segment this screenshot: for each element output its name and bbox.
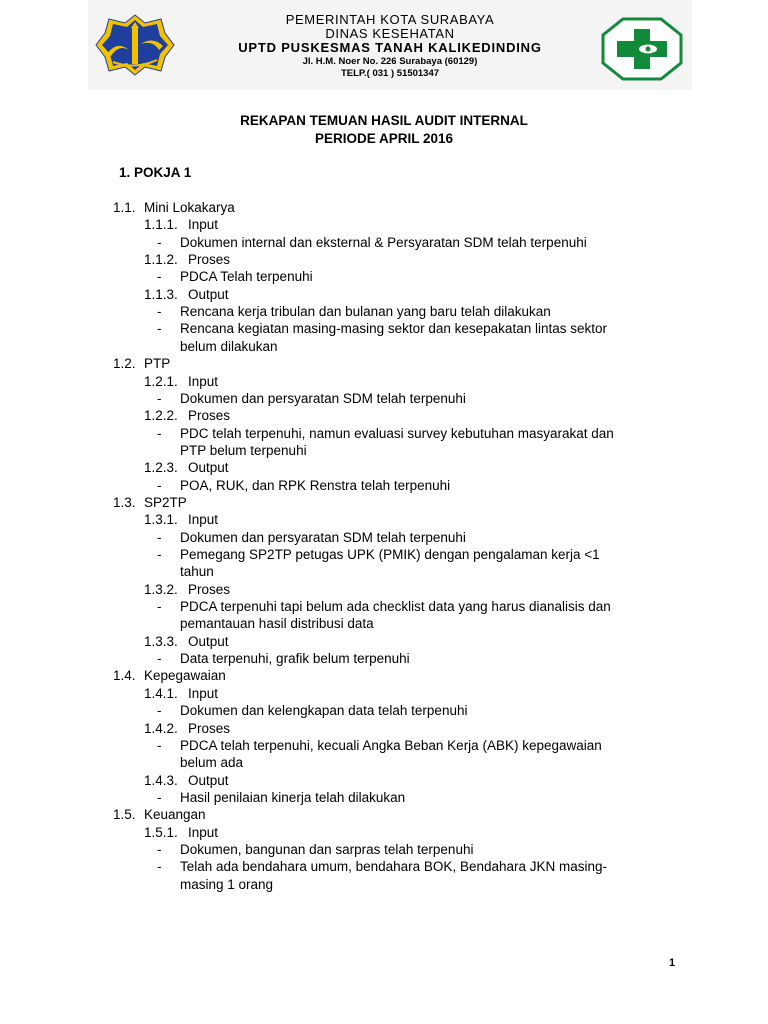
finding-text: PDC telah terpenuhi, namun evaluasi survey kebutuhan masyarakat dan bbox=[180, 426, 614, 441]
bullet-dash: - bbox=[157, 530, 162, 545]
item-heading: SP2TP bbox=[144, 495, 187, 510]
finding-text: belum dilakukan bbox=[180, 339, 278, 354]
finding-text: Rencana kegiatan masing-masing sektor dan kesepakatan lintas sektor bbox=[180, 321, 607, 336]
finding-text: Telah ada bendahara umum, bendahara BOK, Bendahara JKN masing- bbox=[180, 859, 608, 874]
item-number: 1.2.3. bbox=[144, 460, 178, 475]
bullet-dash: - bbox=[157, 547, 162, 562]
item-number: 1.2.2. bbox=[144, 408, 178, 423]
item-number: 1.2.1. bbox=[144, 374, 178, 389]
finding-text: Dokumen internal dan eksternal & Persyaratan SDM telah terpenuhi bbox=[180, 235, 587, 250]
bullet-dash: - bbox=[157, 304, 162, 319]
finding-text: tahun bbox=[180, 564, 214, 579]
finding-text: Data terpenuhi, grafik belum terpenuhi bbox=[180, 651, 410, 666]
section-heading: 1. POKJA 1 bbox=[119, 165, 192, 180]
item-heading: Proses bbox=[188, 582, 231, 597]
bullet-dash: - bbox=[157, 738, 162, 753]
bullet-dash: - bbox=[157, 703, 162, 718]
item-heading: Proses bbox=[188, 252, 231, 267]
finding-text: Dokumen, bangunan dan sarpras telah terpenuhi bbox=[180, 842, 474, 857]
city-crest-icon bbox=[95, 14, 175, 76]
medical-cross-icon bbox=[601, 17, 683, 81]
item-number: 1.1.2. bbox=[144, 252, 178, 267]
item-number: 1.3.1. bbox=[144, 512, 178, 527]
bullet-dash: - bbox=[157, 651, 162, 666]
letterhead-phone: TELP.( 031 ) 51501347 bbox=[340, 68, 440, 79]
item-heading: PTP bbox=[144, 356, 171, 371]
item-heading: Input bbox=[188, 686, 219, 701]
finding-text: Pemegang SP2TP petugas UPK (PMIK) dengan pengalaman kerja <1 bbox=[180, 547, 600, 562]
bullet-dash: - bbox=[157, 859, 162, 874]
bullet-dash: - bbox=[157, 842, 162, 857]
item-heading: Mini Lokakarya bbox=[144, 200, 235, 215]
item-heading: Proses bbox=[188, 408, 231, 423]
finding-text: PTP belum terpenuhi bbox=[180, 443, 307, 458]
document-period: PERIODE APRIL 2016 bbox=[314, 131, 454, 146]
item-heading: Output bbox=[188, 773, 229, 788]
letterhead-government: PEMERINTAH KOTA SURABAYA bbox=[285, 12, 495, 27]
letterhead-address: Jl. H.M. Noer No. 226 Surabaya (60129) bbox=[302, 56, 478, 67]
item-heading: Keuangan bbox=[144, 807, 206, 822]
bullet-dash: - bbox=[157, 321, 162, 336]
item-number: 1.5. bbox=[113, 807, 136, 822]
item-number: 1.1.1. bbox=[144, 217, 178, 232]
finding-text: masing 1 orang bbox=[180, 877, 274, 892]
item-heading: Kepegawaian bbox=[144, 668, 226, 683]
item-heading: Input bbox=[188, 512, 219, 527]
finding-text: Hasil penilaian kinerja telah dilakukan bbox=[180, 790, 406, 805]
item-number: 1.2. bbox=[113, 356, 136, 371]
finding-text: PDCA telah terpenuhi, kecuali Angka Beban Kerja (ABK) kepegawaian bbox=[180, 738, 602, 753]
bullet-dash: - bbox=[157, 426, 162, 441]
item-number: 1.5.1. bbox=[144, 825, 178, 840]
item-number: 1.4.1. bbox=[144, 686, 178, 701]
page-number: 1 bbox=[669, 957, 676, 969]
finding-text: PDCA terpenuhi tapi belum ada checklist data yang harus dianalisis dan bbox=[180, 599, 611, 614]
item-number: 1.1. bbox=[113, 200, 136, 215]
item-number: 1.3.2. bbox=[144, 582, 178, 597]
item-number: 1.1.3. bbox=[144, 287, 178, 302]
item-heading: Output bbox=[188, 634, 229, 649]
bullet-dash: - bbox=[157, 478, 162, 493]
item-heading: Output bbox=[188, 460, 229, 475]
finding-text: POA, RUK, dan RPK Renstra telah terpenuhi bbox=[180, 478, 451, 493]
item-number: 1.4.3. bbox=[144, 773, 178, 788]
item-number: 1.3. bbox=[113, 495, 136, 510]
finding-text: belum ada bbox=[180, 755, 244, 770]
item-number: 1.4. bbox=[113, 668, 136, 683]
document-title: REKAPAN TEMUAN HASIL AUDIT INTERNAL bbox=[240, 113, 528, 128]
bullet-dash: - bbox=[157, 269, 162, 284]
finding-text: pemantauan hasil distribusi data bbox=[180, 616, 374, 631]
item-number: 1.3.3. bbox=[144, 634, 178, 649]
item-heading: Proses bbox=[188, 721, 231, 736]
finding-text: PDCA Telah terpenuhi bbox=[180, 269, 313, 284]
item-heading: Input bbox=[188, 217, 219, 232]
bullet-dash: - bbox=[157, 599, 162, 614]
item-number: 1.4.2. bbox=[144, 721, 178, 736]
bullet-dash: - bbox=[157, 235, 162, 250]
bullet-dash: - bbox=[157, 391, 162, 406]
bullet-dash: - bbox=[157, 790, 162, 805]
finding-text: Dokumen dan persyaratan SDM telah terpenuhi bbox=[180, 391, 466, 406]
item-heading: Output bbox=[188, 287, 229, 302]
letterhead-department: DINAS KESEHATAN bbox=[325, 26, 455, 41]
item-heading: Input bbox=[188, 374, 219, 389]
letterhead-institution: UPTD PUSKESMAS TANAH KALIKEDINDING bbox=[238, 40, 542, 55]
finding-text: Dokumen dan kelengkapan data telah terpenuhi bbox=[180, 703, 468, 718]
finding-text: Rencana kerja tribulan dan bulanan yang baru telah dilakukan bbox=[180, 304, 551, 319]
finding-text: Dokumen dan persyaratan SDM telah terpenuhi bbox=[180, 530, 466, 545]
letterhead-text bbox=[190, 12, 590, 79]
item-heading: Input bbox=[188, 825, 219, 840]
